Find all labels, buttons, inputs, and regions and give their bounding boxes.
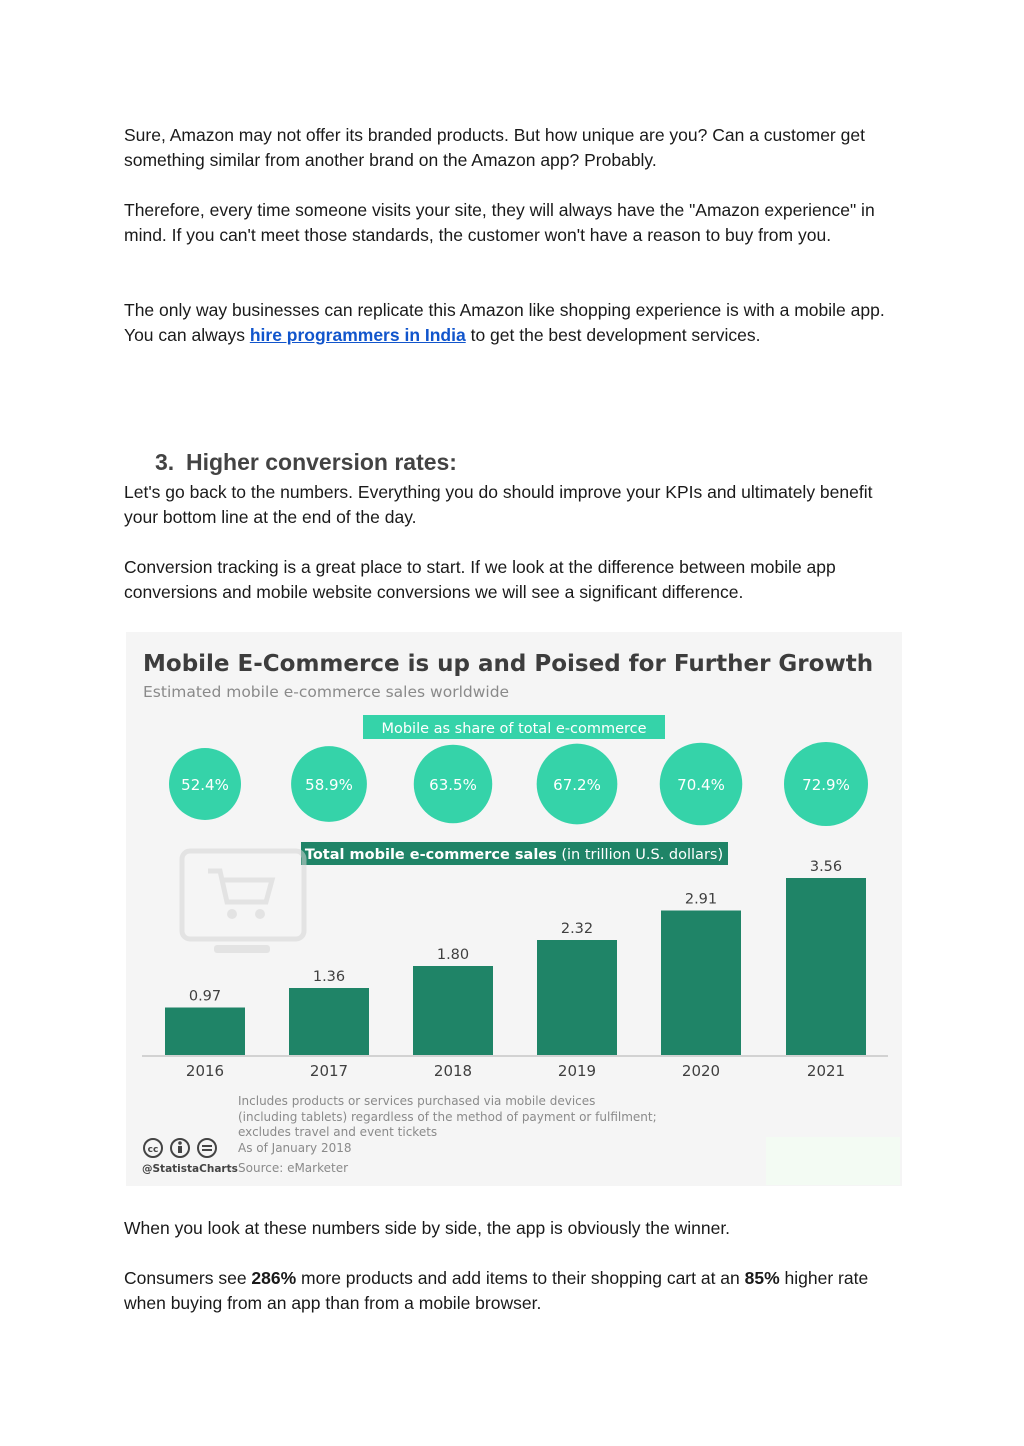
- share-value-2019: 67.2%: [553, 776, 601, 794]
- share-value-2016: 52.4%: [181, 776, 229, 794]
- x-tick-label-2018: 2018: [433, 1062, 473, 1080]
- paragraph-winner: When you look at these numbers side by side, the app is obviously the winner.: [124, 1218, 731, 1238]
- section-title: Higher conversion rates:: [186, 449, 457, 475]
- bar-2018: [413, 966, 493, 1056]
- chart-subtitle: Estimated mobile e-commerce sales worldwide: [143, 683, 510, 701]
- bar-2021: [786, 878, 866, 1056]
- bar-value-label-2016: 0.97: [188, 988, 222, 1005]
- statista-brand: @StatistaCharts: [142, 1163, 238, 1175]
- bar-value-label-2017: 1.36: [312, 969, 346, 985]
- paragraph-mobile-app: [124, 298, 904, 348]
- paragraph-consumers: [124, 1266, 904, 1316]
- cart-monitor-icon: [182, 851, 304, 953]
- stat-286: 286%: [251, 1268, 297, 1288]
- share-value-2018: 63.5%: [429, 776, 477, 794]
- paragraph-amazon-experience: Therefore, every time someone visits your site, they will always have the "Amazon experience" in mind. If you can't meet those standards, the customer won't have a reason to buy from you.: [124, 200, 875, 245]
- sales-pill-label: [305, 847, 723, 863]
- share-circles: [169, 742, 868, 826]
- bar-value-label-2018: 1.80: [436, 947, 470, 963]
- bar-2017: [289, 988, 369, 1056]
- chart-corner-tint: [766, 1137, 900, 1185]
- paragraph-conversion-tracking: Conversion tracking is a great place to start. If we look at the difference between mobile app conversions and mobile website conversions we will see a significant difference.: [124, 557, 836, 602]
- paragraph-amazon-branded: Sure, Amazon may not offer its branded products. But how unique are you? Can a customer get something similar from another brand on the Amazon app? Probably.: [124, 125, 865, 170]
- statista-chart: [126, 632, 902, 1186]
- chart-canvas: [126, 632, 902, 1186]
- x-tick-label-2019: 2019: [557, 1062, 597, 1080]
- bar-2020: [661, 911, 741, 1057]
- hire-programmers-link[interactable]: hire programmers in India: [249, 325, 466, 345]
- x-tick-label-2021: 2021: [806, 1062, 846, 1080]
- no-derivatives-icon: [198, 1139, 216, 1157]
- chart-note-line-3: excludes travel and event tickets: [238, 1125, 438, 1139]
- paragraph-mobile-app-text-end: to get the best development services.: [465, 325, 761, 345]
- share-pill-label: Mobile as share of total e-commerce: [381, 721, 647, 737]
- paragraph-consumers-text-1: Consumers see: [124, 1268, 252, 1288]
- chart-source: Source: eMarketer: [238, 1161, 349, 1175]
- bar-2016: [165, 1008, 245, 1057]
- section-heading: [155, 449, 457, 476]
- paragraph-mobile-app-text: The only way businesses can replicate this Amazon like shopping experience is with a mobile app. You can always: [124, 300, 885, 345]
- share-value-2021: 72.9%: [802, 776, 850, 794]
- chart-note-line-1: Includes products or services purchased via mobile devices: [238, 1094, 596, 1108]
- x-tick-label-2020: 2020: [681, 1062, 721, 1080]
- sales-pill-label-unit: (in trillion U.S. dollars): [556, 847, 724, 863]
- share-value-2017: 58.9%: [305, 776, 353, 794]
- bar-2019: [537, 940, 617, 1056]
- section-number: 3.: [155, 449, 175, 475]
- cc-license-icons: [144, 1139, 216, 1157]
- paragraph-consumers-text-2: more products and add items to their shopping cart at an: [296, 1268, 745, 1288]
- x-tick-label-2016: 2016: [185, 1062, 225, 1080]
- x-tick-label-2017: 2017: [309, 1062, 349, 1080]
- bar-value-label-2020: 2.91: [684, 891, 718, 908]
- cc-icon-text: cc: [147, 1145, 159, 1155]
- share-value-2020: 70.4%: [677, 776, 725, 794]
- chart-title: Mobile E-Commerce is up and Poised for Further Growth: [143, 651, 874, 677]
- bar-value-label-2019: 2.32: [560, 921, 594, 937]
- chart-note-line-4: As of January 2018: [238, 1141, 352, 1155]
- bar-value-label-2021: 3.56: [809, 859, 843, 875]
- stat-85: 85%: [744, 1268, 780, 1288]
- sales-pill-label-bold: Total mobile e-commerce sales: [304, 847, 557, 863]
- paragraph-consumers-text-3: higher rate when buying from an app than from a mobile browser.: [124, 1268, 869, 1313]
- paragraph-numbers: Let's go back to the numbers. Everything you do should improve your KPIs and ultimately benefit your bottom line at the end of the day.: [124, 482, 873, 527]
- chart-note-line-2: (including tablets) regardless of the method of payment or fulfilment;: [238, 1110, 657, 1124]
